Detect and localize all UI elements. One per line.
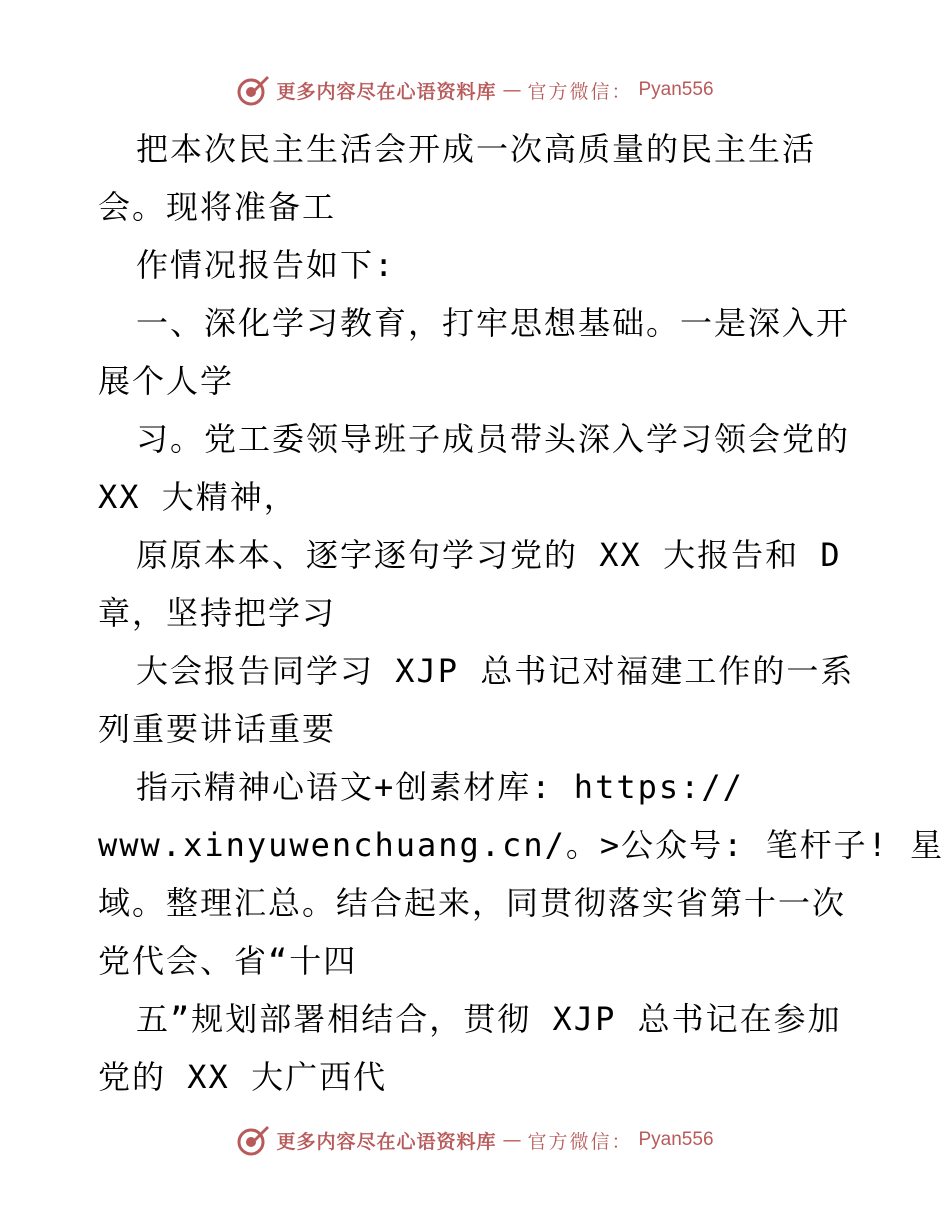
banner-wechat-id: Pyan556 [638,79,714,100]
text-line: 一、深化学习教育，打牢思想基础。一是深入开 [136,304,851,342]
text-line: 域。整理汇总。结合起来，同贯彻落实省第十一次 [98,884,847,922]
text-line: 会。现将准备工 [98,188,337,226]
document-body [98,120,945,1106]
text-line: 展个人学 [98,362,235,400]
header-watermark-banner [0,70,950,110]
text-line: 作情况报告如下: [136,246,396,284]
text-line: XX 大精神， [98,478,298,516]
text-line: 五”规划部署相结合，贯彻 XJP 总书记在参加 [136,1000,842,1038]
text-line: 党代会、省“十四 [98,942,358,980]
banner-wechat-id: Pyan556 [638,1129,714,1150]
banner-brand-text: 更多内容尽在心语资料库 [276,1130,497,1153]
text-line: 列重要讲话重要 [98,710,337,748]
banner-dash: — [502,1129,522,1151]
banner-wechat-label: 官方微信： [527,1130,633,1153]
text-line: 章，坚持把学习 [98,594,337,632]
banner-dash: — [502,79,522,101]
footer-watermark-banner [0,1120,950,1160]
text-line: www.xinyuwenchuang.cn/。>公众号: 笔杆子! 星 [98,826,945,864]
banner-brand-text: 更多内容尽在心语资料库 [276,80,497,103]
text-line: 原原本本、逐字逐句学习党的 XX 大报告和 D [136,536,842,574]
text-line: 习。党工委领导班子成员带头深入学习领会党的 [136,420,851,458]
text-line: 指示精神心语文+创素材库: https:// [136,768,744,806]
pen-logo-icon [236,73,270,107]
text-line: 把本次民主生活会开成一次高质量的民主生活 [136,130,817,168]
pen-logo-icon [236,1123,270,1157]
text-line: 大会报告同学习 XJP 总书记对福建工作的一系 [136,652,855,690]
banner-wechat-label: 官方微信： [527,80,633,103]
text-line: 党的 XX 大广西代 [98,1058,388,1096]
